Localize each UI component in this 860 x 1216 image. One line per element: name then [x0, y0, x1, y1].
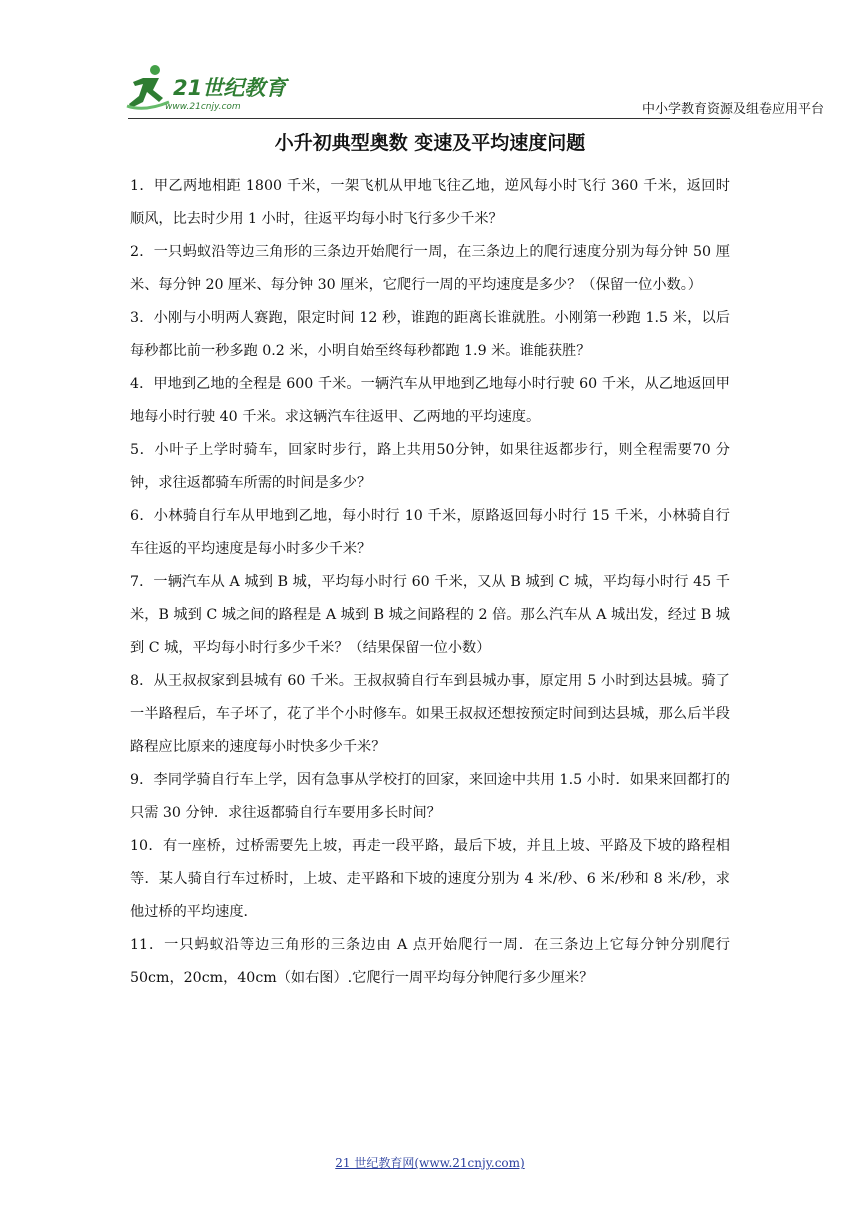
- problem-8: 8．从王叔叔家到县城有 60 千米。王叔叔骑自行车到县城办事，原定用 5 小时到达县城。骑了一半路程后，车子坏了，花了半个小时修车。如果王叔叔还想按预定时间到达县城，那么后半段路程应比原来的速度每小时快多少千米？: [130, 673, 730, 755]
- header-divider: [128, 118, 730, 119]
- problem-5: 5．小叶子上学时骑车，回家时步行，路上共用50分钟，如果往返都步行，则全程需要70 分钟，求往返都骑车所需的时间是多少？: [130, 442, 730, 491]
- problem-11: 11．一只蚂蚁沿等边三角形的三条边由 A 点开始爬行一周．在三条边上它每分钟分别爬行 50cm，20cm，40cm（如右图）.它爬行一周平均每分钟爬行多少厘米？: [130, 937, 730, 986]
- logo: [125, 62, 305, 118]
- logo-url: www.21cnjy.com: [165, 102, 241, 112]
- problem-7: 7．一辆汽车从 A 城到 B 城，平均每小时行 60 千米，又从 B 城到 C 城，平均每小时行 45 千米，B 城到 C 城之间的路程是 A 城到 B 城之间路程的 2 倍。那么汽车从 A 城出发，经过 B 城到 C 城，平均每小时行多少千米？（结果保留一位小数）: [130, 574, 730, 656]
- problem-9: 9．李同学骑自行车上学，因有急事从学校打的回家，来回途中共用 1.5 小时．如果来回都打的只需 30 分钟．求往返都骑自行车要用多长时间？: [130, 772, 730, 821]
- logo-text: 21世纪教育: [173, 76, 287, 100]
- platform-name: 中小学教育资源及组卷应用平台: [641, 102, 824, 117]
- problem-10: 10．有一座桥，过桥需要先上坡，再走一段平路，最后下坡，并且上坡、平路及下坡的路程相等．某人骑自行车过桥时，上坡、走平路和下坡的速度分别为 4 米/秒、6 米/秒和 8 米/秒，求他过桥的平均速度．: [130, 838, 730, 920]
- problem-1: 1．甲乙两地相距 1800 千米，一架飞机从甲地飞往乙地，逆风每小时飞行 360 千米，返回时顺风，比去时少用 1 小时，往返平均每小时飞行多少千米？: [130, 178, 730, 227]
- footer-link[interactable]: 21 世纪教育网(www.21cnjy.com): [335, 1156, 525, 1170]
- problem-2: 2．一只蚂蚁沿等边三角形的三条边开始爬行一周，在三条边上的爬行速度分别为每分钟 50 厘米、每分钟 20 厘米、每分钟 30 厘米，它爬行一周的平均速度是多少？（保留一位小数。）: [130, 244, 730, 293]
- document-title: 小升初典型奥数 变速及平均速度问题: [274, 132, 586, 154]
- problem-4: 4．甲地到乙地的全程是 600 千米。一辆汽车从甲地到乙地每小时行驶 60 千米，从乙地返回甲地每小时行驶 40 千米。求这辆汽车往返甲、乙两地的平均速度。: [130, 376, 730, 425]
- problem-6: 6．小林骑自行车从甲地到乙地，每小时行 10 千米，原路返回每小时行 15 千米，小林骑自行车往返的平均速度是每小时多少千米？: [130, 508, 730, 557]
- problem-list: [130, 170, 730, 995]
- page-header: [0, 0, 860, 125]
- problem-3: 3．小刚与小明两人赛跑，限定时间 12 秒，谁跑的距离长谁就胜。小刚第一秒跑 1.5 米，以后每秒都比前一秒多跑 0.2 米，小明自始至终每秒都跑 1.9 米。谁能获胜？: [130, 310, 730, 359]
